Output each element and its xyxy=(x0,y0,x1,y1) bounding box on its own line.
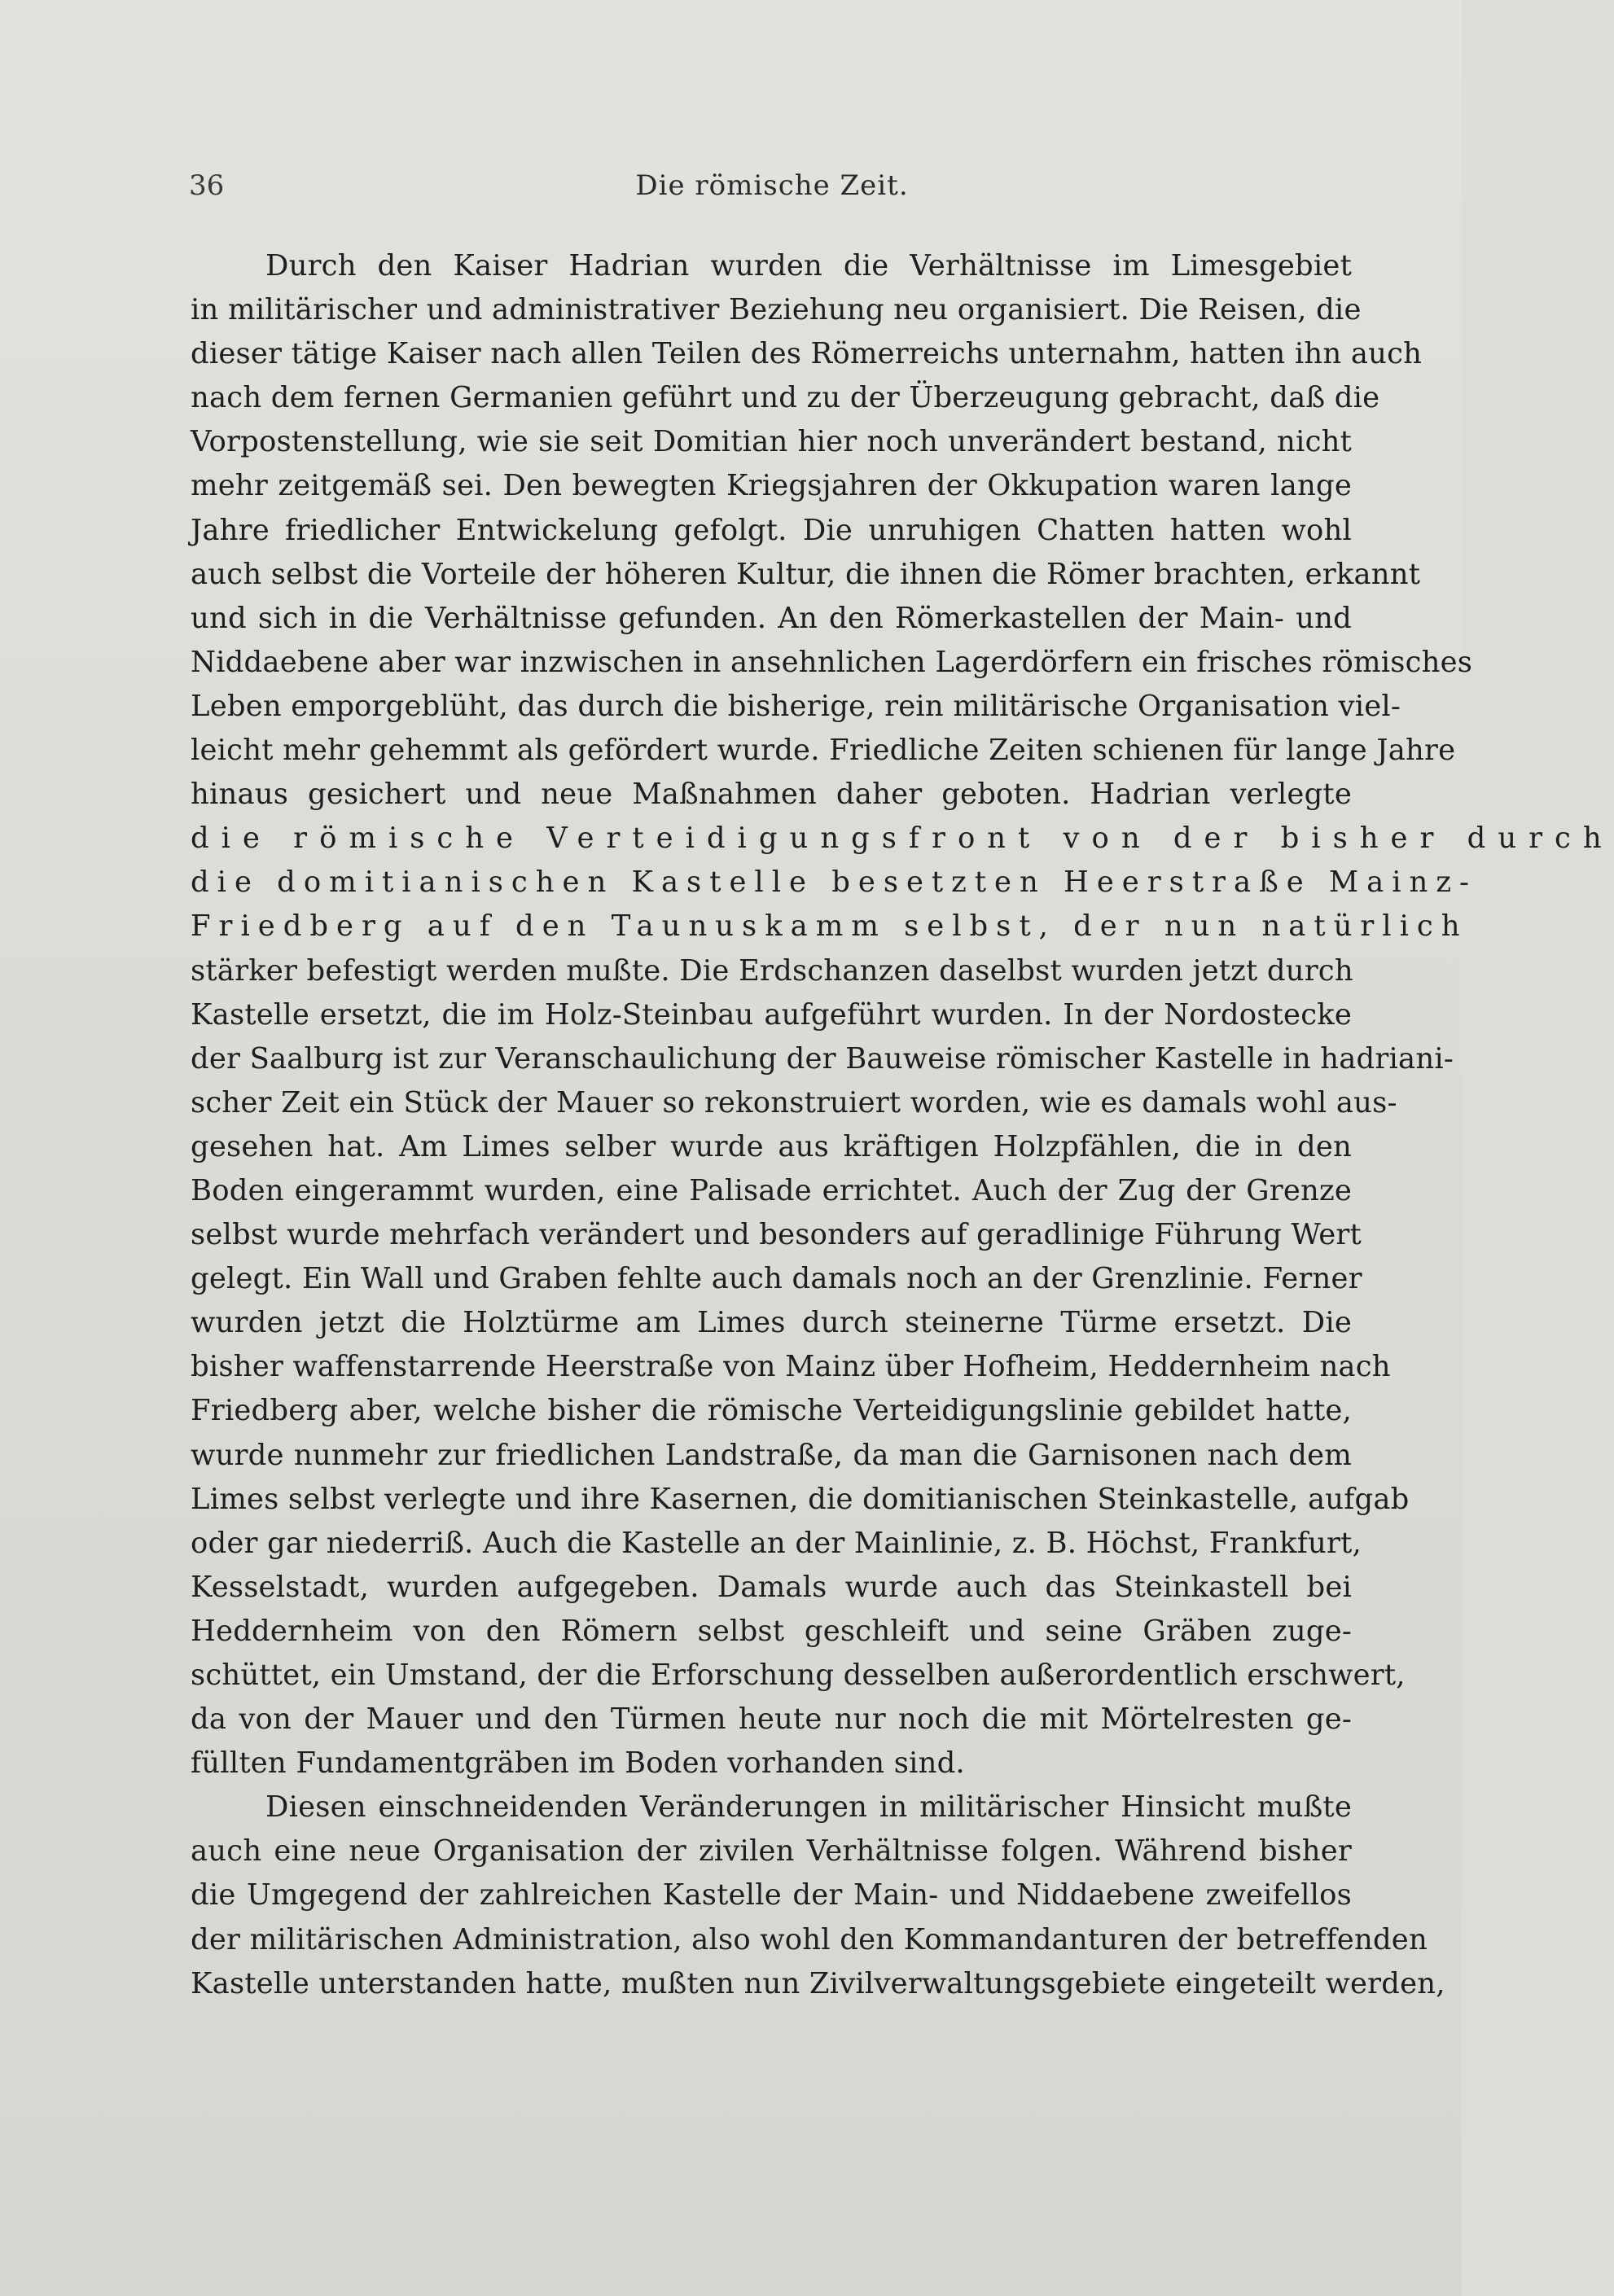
text-line: die Umgegend der zahlreichen Kastelle der Main- und Niddaebene zweifellos xyxy=(191,1878,1352,1913)
text-line: bisher waffenstarrende Heerstraße von Mainz über Hofheim, Heddernheim nach xyxy=(191,1350,1391,1384)
text-line: Boden eingerammt wurden, eine Palisade errichtet. Auch der Zug der Grenze xyxy=(191,1173,1352,1207)
text-line: Jahre friedlicher Entwickelung gefolgt. Die unruhigen Chatten hatten wohl xyxy=(191,513,1352,547)
page-number: 36 xyxy=(189,169,225,202)
text-line: Niddaebene aber war inzwischen in ansehnlichen Lagerdörfern ein frisches römisches xyxy=(191,645,1473,679)
text-line: Diesen einschneidenden Veränderungen in militärischer Hinsicht mußte xyxy=(265,1790,1352,1825)
page-header xyxy=(189,169,1355,210)
text-line: Kastelle unterstanden hatte, mußten nun Zivilverwaltungsgebiete eingeteilt werden, xyxy=(191,1966,1445,2000)
text-line: oder gar niederriß. Auch die Kastelle an der Mainlinie, z. B. Höchst, Frankfurt, xyxy=(191,1526,1362,1560)
text-line: nach dem fernen Germanien geführt und zu der Überzeugung gebracht, daß die xyxy=(191,381,1380,415)
text-line: gelegt. Ein Wall und Graben fehlte auch damals noch an der Grenzlinie. Ferner xyxy=(191,1262,1362,1296)
text-line: mehr zeitgemäß sei. Den bewegten Kriegsjahren der Okkupation waren lange xyxy=(191,469,1352,503)
text-line: Limes selbst verlegte und ihre Kasernen, die domitianischen Steinkastelle, aufgab xyxy=(191,1482,1410,1516)
text-line: Friedberg auf den Taunuskamm selbst, der nun natürlich xyxy=(191,909,1468,944)
running-title: Die römische Zeit. xyxy=(635,169,909,202)
text-line: die domitianischen Kastelle besetzten Heerstraße Mainz- xyxy=(191,865,1477,900)
text-line: Kesselstadt, wurden aufgegeben. Damals wurde auch das Steinkastell bei xyxy=(191,1570,1352,1604)
text-line: Heddernheim von den Römern selbst geschleift und seine Gräben zuge- xyxy=(191,1614,1352,1648)
text-line: auch selbst die Vorteile der höheren Kultur, die ihnen die Römer brachten, erkannt xyxy=(191,557,1421,591)
text-line: dieser tätige Kaiser nach allen Teilen des Römerreichs unternahm, hatten ihn auch xyxy=(191,337,1423,371)
text-line: der Saalburg ist zur Veranschaulichung der Bauweise römischer Kastelle in hadriani- xyxy=(191,1041,1454,1076)
text-line: Kastelle ersetzt, die im Holz-Steinbau aufgeführt wurden. In der Nordostecke xyxy=(191,997,1352,1032)
text-line: wurden jetzt die Holztürme am Limes durch steinerne Türme ersetzt. Die xyxy=(191,1306,1352,1340)
text-line: Vorpostenstellung, wie sie seit Domitian hier noch unverändert bestand, nicht xyxy=(191,425,1352,459)
text-line: selbst wurde mehrfach verändert und besonders auf geradlinige Führung Wert xyxy=(191,1218,1362,1252)
body-text xyxy=(191,244,1614,2006)
text-line: schüttet, ein Umstand, der die Erforschung desselben außerordentlich erschwert, xyxy=(191,1658,1406,1692)
text-line: in militärischer und administrativer Beziehung neu organisiert. Die Reisen, die xyxy=(191,293,1362,327)
text-line: Friedberg aber, welche bisher die römische Verteidigungslinie gebildet hatte, xyxy=(191,1394,1352,1428)
text-line: scher Zeit ein Stück der Mauer so rekonstruiert worden, wie es damals wohl aus- xyxy=(191,1085,1397,1120)
text-line: stärker befestigt werden mußte. Die Erdschanzen daselbst wurden jetzt durch xyxy=(191,953,1353,988)
text-line: Leben emporgeblüht, das durch die bisherige, rein militärische Organisation viel- xyxy=(191,689,1401,723)
text-line: Durch den Kaiser Hadrian wurden die Verhältnisse im Limesgebiet xyxy=(265,249,1352,283)
text-line: und sich in die Verhältnisse gefunden. An den Römerkastellen der Main- und xyxy=(191,601,1352,635)
text-line: füllten Fundamentgräben im Boden vorhanden sind. xyxy=(191,1746,965,1781)
text-line: hinaus gesichert und neue Maßnahmen daher geboten. Hadrian verlegte xyxy=(191,778,1352,812)
text-line: leicht mehr gehemmt als gefördert wurde. Friedliche Zeiten schienen für lange Jahre xyxy=(191,734,1456,768)
text-line: auch eine neue Organisation der zivilen Verhältnisse folgen. Während bisher xyxy=(191,1834,1352,1869)
text-line: gesehen hat. Am Limes selber wurde aus kräftigen Holzpfählen, die in den xyxy=(191,1129,1352,1163)
text-line: wurde nunmehr zur friedlichen Landstraße, da man die Garnisonen nach dem xyxy=(191,1438,1352,1472)
text-line: der militärischen Administration, also wohl den Kommandanturen der betreffenden xyxy=(191,1922,1428,1956)
text-line: die römische Verteidigungsfront von der bisher durch xyxy=(191,822,1614,856)
text-line: da von der Mauer und den Türmen heute nur noch die mit Mörtelresten ge- xyxy=(191,1702,1352,1737)
